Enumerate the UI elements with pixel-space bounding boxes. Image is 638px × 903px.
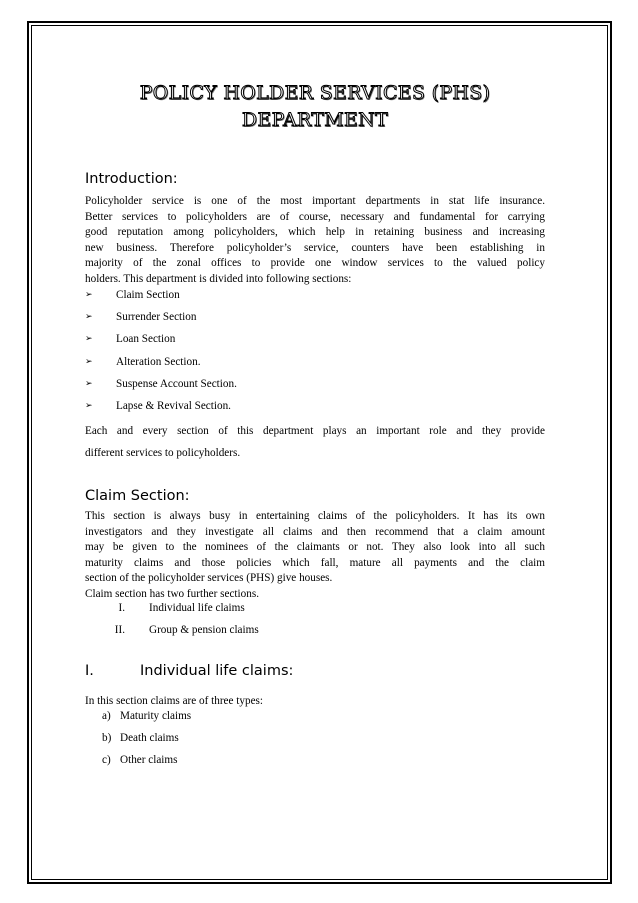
- individual-claims-heading: [85, 663, 294, 679]
- list-item: [85, 731, 545, 753]
- paragraph-line: majority of the zonal offices to provide one window services to the valued policy: [85, 257, 545, 270]
- paragraph-line: different services to policyholders.: [85, 447, 241, 459]
- heading-label: Individual life claims:: [140, 663, 294, 679]
- paragraph-line: good reputation among policyholders, which help in retaining business and increasing: [85, 226, 545, 239]
- list-item: [85, 399, 545, 421]
- claim-subsections-list: [85, 601, 545, 645]
- introduction-paragraph: [85, 194, 545, 288]
- list-item-label: Lapse & Revival Section.: [116, 399, 231, 412]
- list-item: [85, 310, 545, 332]
- list-item-label: Suspense Account Section.: [116, 377, 237, 390]
- arrow-bullet-icon: ➢: [85, 312, 93, 323]
- claim-types-list: [85, 709, 545, 775]
- list-item-label: Group & pension claims: [149, 624, 259, 636]
- paragraph-line: Each and every section of this department plays an important role and they provide: [85, 425, 545, 437]
- sections-list: [85, 288, 545, 421]
- list-item: [85, 601, 545, 623]
- arrow-bullet-icon: ➢: [85, 290, 93, 300]
- heading-number: I.: [85, 663, 94, 679]
- list-item-label: Individual life claims: [149, 602, 245, 614]
- paragraph-line: new business. Therefore policyholder’s service, counters have been establishing in: [85, 241, 545, 254]
- claim-section-heading: Claim Section:: [85, 488, 190, 504]
- list-item-label: Other claims: [120, 754, 178, 766]
- paragraph-line: In this section claims are of three types:: [85, 695, 264, 707]
- paragraph-line: maturity claims and those policies which fall, mature all payments and the claim: [85, 556, 545, 569]
- list-item-number: I.: [118, 602, 125, 614]
- introduction-heading: Introduction:: [85, 171, 178, 187]
- paragraph-line: This section is always busy in entertaining claims of the policyholders. It has its own: [85, 510, 545, 522]
- list-item: [85, 709, 545, 731]
- list-item: [85, 355, 545, 377]
- paragraph-line: Better services to policyholders are of course, necessary and fundamental for carrying: [85, 210, 545, 223]
- list-item: [85, 753, 545, 775]
- introduction-closing: [85, 420, 545, 464]
- list-item-label: Loan Section: [116, 333, 176, 346]
- list-item: [85, 377, 545, 399]
- list-item-label: Maturity claims: [120, 710, 192, 722]
- paragraph-line: may be given to the nominees of the claimants or not. They also look into all such: [85, 541, 545, 554]
- paragraph-line: section of the policyholder services (PHS) give houses.: [85, 572, 333, 585]
- list-item-label: Death claims: [120, 732, 179, 744]
- page-title-line-1: POLICY HOLDER SERVICES (PHS): [139, 82, 491, 104]
- arrow-bullet-icon: ➢: [85, 334, 93, 345]
- claim-section-paragraph: [85, 509, 545, 603]
- list-item-label: Alteration Section.: [116, 355, 201, 368]
- arrow-bullet-icon: ➢: [85, 400, 93, 411]
- list-item-number: c): [102, 754, 111, 766]
- arrow-bullet-icon: ➢: [85, 356, 93, 367]
- paragraph-line: holders. This department is divided into following sections:: [85, 272, 352, 285]
- paragraph-line: investigators and they investigate all claims and then recommend that a claim amount: [85, 525, 545, 538]
- list-item: [85, 332, 545, 354]
- arrow-bullet-icon: ➢: [85, 378, 93, 389]
- list-item: [85, 623, 545, 645]
- page-title: [85, 80, 545, 134]
- page-title-line-2: DEPARTMENT: [241, 109, 389, 131]
- individual-claims-intro: [85, 694, 545, 710]
- list-item-label: Claim Section: [116, 289, 180, 301]
- list-item-number: a): [102, 710, 111, 722]
- paragraph-line: Claim section has two further sections.: [85, 587, 259, 600]
- list-item-number: II.: [114, 624, 125, 636]
- paragraph-line: Policyholder service is one of the most important departments in stat life insurance.: [85, 195, 545, 207]
- list-item-number: b): [102, 732, 112, 744]
- list-item: [85, 288, 545, 310]
- list-item-label: Surrender Section: [116, 311, 197, 324]
